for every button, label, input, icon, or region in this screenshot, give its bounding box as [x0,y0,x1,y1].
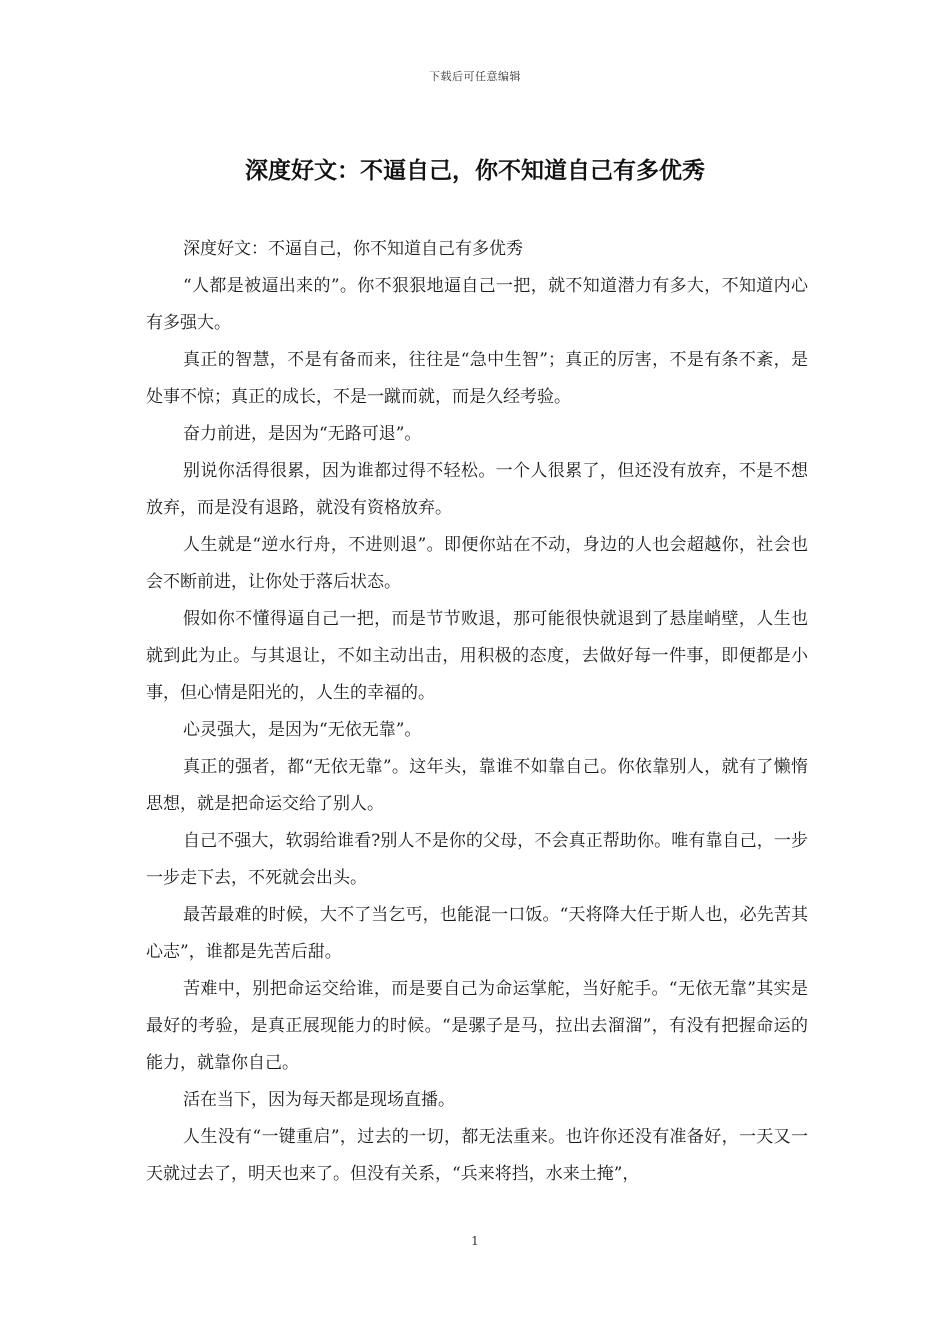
paragraph: 真正的强者，都“无依无靠”。这年头，靠谁不如靠自己。你依靠别人，就有了懒惰思想，就是把命运交给了别人。 [146,757,808,814]
page-number: 1 [471,1234,479,1248]
document-title: 深度好文：不逼自己，你不知道自己有多优秀 [245,157,705,184]
paragraph: 奋力前进，是因为“无路可退”。 [183,424,422,444]
paragraph: 人生没有“一键重启”，过去的一切，都无法重来。也许你还没有准备好，一天又一天就过去了，明天也来了。但没有关系，“兵来将挡，水来土掩”， [146,1127,808,1184]
paragraph: 最苦最难的时候，大不了当乞丐，也能混一口饭。“天将降大任于斯人也，必先苦其心志”，谁都是先苦后甜。 [146,905,808,962]
page-header-note: 下载后可任意编辑 [429,70,521,83]
paragraph: 人生就是“逆水行舟，不进则退”。即便你站在不动，身边的人也会超越你，社会也会不断前进，让你处于落后状态。 [146,535,808,592]
paragraph: “人都是被逼出来的”。你不狠狠地逼自己一把，就不知道潜力有多大，不知道内心有多强大。 [146,276,808,333]
paragraph: 别说你活得很累，因为谁都过得不轻松。一个人很累了，但还没有放弃，不是不想放弃，而是没有退路，就没有资格放弃。 [146,461,808,518]
paragraph: 活在当下，因为每天都是现场直播。 [183,1090,455,1110]
paragraph: 深度好文：不逼自己，你不知道自己有多优秀 [183,239,523,259]
document-body [146,231,808,1193]
paragraph: 心灵强大，是因为“无依无靠”。 [183,720,422,740]
paragraph: 自己不强大，软弱给谁看?别人不是你的父母，不会真正帮助你。唯有靠自己，一步一步走下去，不死就会出头。 [146,831,808,888]
paragraph: 苦难中，别把命运交给谁，而是要自己为命运掌舵，当好舵手。“无依无靠”其实是最好的考验，是真正展现能力的时候。“是骡子是马，拉出去溜溜”，有没有把握命运的能力，就靠你自己。 [146,979,808,1073]
paragraph: 假如你不懂得逼自己一把，而是节节败退，那可能很快就退到了悬崖峭壁，人生也就到此为止。与其退让，不如主动出击，用积极的态度，去做好每一件事，即便都是小事，但心情是阳光的，人生的幸福的。 [146,609,808,703]
paragraph: 真正的智慧，不是有备而来，往往是“急中生智”；真正的厉害，不是有条不紊，是处事不惊；真正的成长，不是一蹴而就，而是久经考验。 [146,350,808,407]
